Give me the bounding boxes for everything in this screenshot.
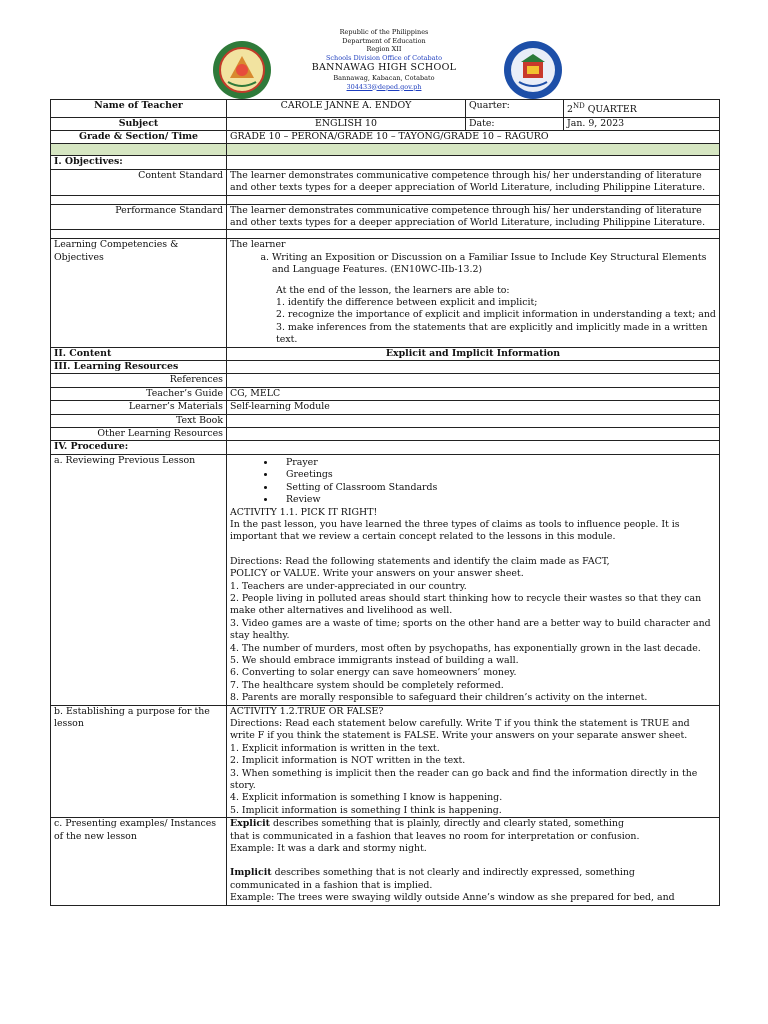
subject-value: ENGLISH 10 bbox=[227, 117, 466, 130]
school-address: Bannawag, Kabacan, Cotabato bbox=[333, 74, 435, 82]
implicit-def-text: describes something that is not clearly and indirectly expressed, something bbox=[271, 867, 635, 879]
school-email-link[interactable]: 304433@deped.gov.ph bbox=[346, 82, 422, 91]
routine-item: • Review bbox=[276, 494, 716, 506]
grade-value: GRADE 10 – PERONA/GRADE 10 – TAYONG/GRADE 10 – RAGURO bbox=[227, 130, 720, 143]
division-line: Schools Division Office of Cotabato bbox=[325, 53, 443, 62]
activity-1-2-item: 5. Implicit information is something I think is happening. bbox=[230, 804, 502, 816]
republic-line: Republic of the Philippines bbox=[339, 28, 429, 36]
implicit-definition-2: communicated in a fashion that is implied. bbox=[230, 879, 433, 891]
implicit-definition-1 bbox=[230, 867, 716, 879]
other-resources-row bbox=[51, 428, 720, 441]
routine-item: • Greetings bbox=[276, 469, 716, 481]
resources-heading: III. Learning Resources bbox=[51, 361, 227, 374]
subject-label: Subject bbox=[51, 117, 227, 130]
resources-heading-row bbox=[51, 361, 720, 374]
procedure-b-label: b. Establishing a purpose for the lesson bbox=[51, 705, 227, 818]
textbook-row bbox=[51, 414, 720, 427]
references-row bbox=[51, 374, 720, 387]
procedure-a-row bbox=[51, 454, 720, 705]
competencies-cell bbox=[227, 239, 720, 347]
objectives-heading-row bbox=[51, 156, 720, 169]
activity-1-2-title: ACTIVITY 1.2.TRUE OR FALSE? bbox=[230, 705, 384, 717]
objectives-block bbox=[230, 285, 716, 347]
activity-1-2-item: 3. When something is implicit then the reader can go back and find the information directly in the story. bbox=[230, 767, 698, 792]
performance-standard-label: Performance Standard bbox=[51, 204, 227, 230]
objectives-heading: I. Objectives: bbox=[51, 156, 227, 169]
procedure-a-cell bbox=[227, 454, 720, 705]
explicit-definition-2: that is communicated in a fashion that leaves no room for interpretation or confusion. bbox=[230, 830, 640, 842]
content-standard-label: Content Standard bbox=[51, 169, 227, 195]
learners-materials-row bbox=[51, 401, 720, 414]
implicit-example: Example: The trees were swaying wildly outside Anne’s window as she prepared for bed, and bbox=[230, 892, 675, 904]
quarter-suffix: ND bbox=[572, 102, 585, 110]
spacer-row bbox=[51, 230, 720, 239]
textbook-label: Text Book bbox=[51, 414, 227, 427]
competencies-row bbox=[51, 239, 720, 347]
learners-materials-label: Learner’s Materials bbox=[51, 401, 227, 414]
content-standard-row bbox=[51, 169, 720, 195]
procedure-b-row bbox=[51, 705, 720, 818]
department-line: Department of Education bbox=[342, 36, 426, 45]
activity-1-1-directions-2: POLICY or VALUE. Write your answers on your answer sheet. bbox=[230, 568, 524, 580]
explicit-term: Explicit bbox=[230, 818, 271, 830]
activity-1-1-item: 6. Converting to solar energy can save homeowners’ money. bbox=[230, 667, 517, 679]
activity-1-1-item: 8. Parents are morally responsible to safeguard their children’s activity on the internet. bbox=[230, 692, 648, 704]
content-heading: II. Content bbox=[51, 347, 227, 360]
activity-1-1-item: 1. Teachers are under-appreciated in our country. bbox=[230, 580, 467, 592]
section-divider-row bbox=[51, 144, 720, 156]
references-label: References bbox=[51, 374, 227, 387]
activity-1-2-item: 2. Implicit information is NOT written in the text. bbox=[230, 755, 466, 767]
subject-row bbox=[51, 117, 720, 130]
activity-1-1-item: 2. People living in polluted areas should start thinking how to recycle their wastes so that they can make other alternatives and livelihood as well. bbox=[230, 592, 702, 617]
quarter-number: 2 bbox=[567, 104, 573, 116]
grade-label: Grade & Section/ Time bbox=[51, 130, 227, 143]
school-header bbox=[0, 28, 768, 91]
content-standard-text: The learner demonstrates communicative competence through his/ her understanding of literature and other texts types for a deeper appreciation of World Literature, including Philippine Literature. bbox=[227, 169, 720, 195]
procedure-a-label: a. Reviewing Previous Lesson bbox=[51, 454, 227, 705]
opening-routine-list bbox=[230, 457, 716, 507]
procedure-heading-row bbox=[51, 441, 720, 454]
competency-item: a. Writing an Exposition or Discussion on a Familiar Issue to Include Key Structural Elements and Language Features. (EN10WC-IIb-13.2) bbox=[272, 252, 716, 277]
teachers-guide-label: Teacher’s Guide bbox=[51, 387, 227, 400]
content-row bbox=[51, 347, 720, 360]
procedure-b-cell bbox=[227, 705, 720, 818]
explicit-example: Example: It was a dark and stormy night. bbox=[230, 843, 427, 855]
procedure-c-label: c. Presenting examples/ Instances of the new lesson bbox=[51, 818, 227, 905]
content-value: Explicit and Implicit Information bbox=[227, 347, 720, 360]
activity-1-2-item: 1. Explicit information is written in the text. bbox=[230, 742, 440, 754]
quarter-label: Quarter: bbox=[466, 100, 564, 118]
lesson-plan-table bbox=[50, 99, 720, 906]
teachers-guide-row bbox=[51, 387, 720, 400]
procedure-c-cell bbox=[227, 818, 720, 905]
objective-1: 1. identify the difference between explicit and implicit; bbox=[276, 297, 538, 308]
activity-1-1-title: ACTIVITY 1.1. PICK IT RIGHT! bbox=[230, 506, 378, 518]
other-resources-label: Other Learning Resources bbox=[51, 428, 227, 441]
performance-standard-text: The learner demonstrates communicative competence through his/ her understanding of literature and other texts types for a deeper appreciation of World Literature, including Philippine Literature. bbox=[227, 204, 720, 230]
explicit-def-text: describes something that is plainly, directly and clearly stated, something bbox=[270, 818, 624, 830]
quarter-value bbox=[564, 100, 720, 118]
teacher-row bbox=[51, 100, 720, 118]
procedure-c-row bbox=[51, 818, 720, 905]
teacher-name: CAROLE JANNE A. ENDOY bbox=[227, 100, 466, 118]
performance-standard-row bbox=[51, 204, 720, 230]
date-label: Date: bbox=[466, 117, 564, 130]
region-line: Region XII bbox=[366, 45, 402, 53]
learners-materials-value: Self-learning Module bbox=[227, 401, 720, 414]
routine-item: • Prayer bbox=[276, 457, 716, 469]
grade-row bbox=[51, 130, 720, 143]
competency-list bbox=[230, 252, 716, 277]
quarter-word: QUARTER bbox=[584, 104, 637, 116]
spacer-row bbox=[51, 195, 720, 204]
activity-1-1-item: 5. We should embrace immigrants instead of building a wall. bbox=[230, 654, 519, 666]
objective-3: 3. make inferences from the statements that are explicitly and implicitly made in a written text. bbox=[276, 321, 708, 346]
teachers-guide-value: CG, MELC bbox=[227, 387, 720, 400]
activity-1-1-item: 4. The number of murders, most often by psychopaths, has exponentially grown in the last decade. bbox=[230, 642, 701, 654]
explicit-definition-1 bbox=[230, 818, 716, 830]
procedure-heading: IV. Procedure: bbox=[51, 441, 227, 454]
end-intro: At the end of the lesson, the learners are able to: bbox=[276, 284, 510, 296]
objective-2: 2. recognize the importance of explicit and implicit information in understanding a text; and bbox=[276, 309, 716, 321]
implicit-term: Implicit bbox=[230, 867, 272, 879]
competencies-label: Learning Competencies & Objectives bbox=[51, 239, 227, 347]
teacher-label: Name of Teacher bbox=[51, 100, 227, 118]
routine-item: • Setting of Classroom Standards bbox=[276, 482, 716, 494]
activity-1-1-item: 7. The healthcare system should be completely reformed. bbox=[230, 679, 504, 691]
activity-1-1-intro: In the past lesson, you have learned the three types of claims as tools to influence people. It is important that we review a certain concept related to the lessons in this module. bbox=[230, 518, 680, 543]
activity-1-2-item: 4. Explicit information is something I know is happening. bbox=[230, 792, 503, 804]
school-name: BANNAWAG HIGH SCHOOL bbox=[311, 62, 457, 73]
learner-line: The learner bbox=[230, 239, 286, 251]
activity-1-1-directions-1: Directions: Read the following statements and identify the claim made as FACT, bbox=[230, 555, 610, 567]
activity-1-2-directions: Directions: Read each statement below carefully. Write T if you think the statement is TRUE and write F if you think the statement is FALSE. Write your answers on your separate answer sheet. bbox=[230, 718, 690, 742]
activity-1-1-item: 3. Video games are a waste of time; sports on the other hand are a better way to build character and stay healthy. bbox=[230, 617, 711, 642]
date-value: Jan. 9, 2023 bbox=[564, 117, 720, 130]
